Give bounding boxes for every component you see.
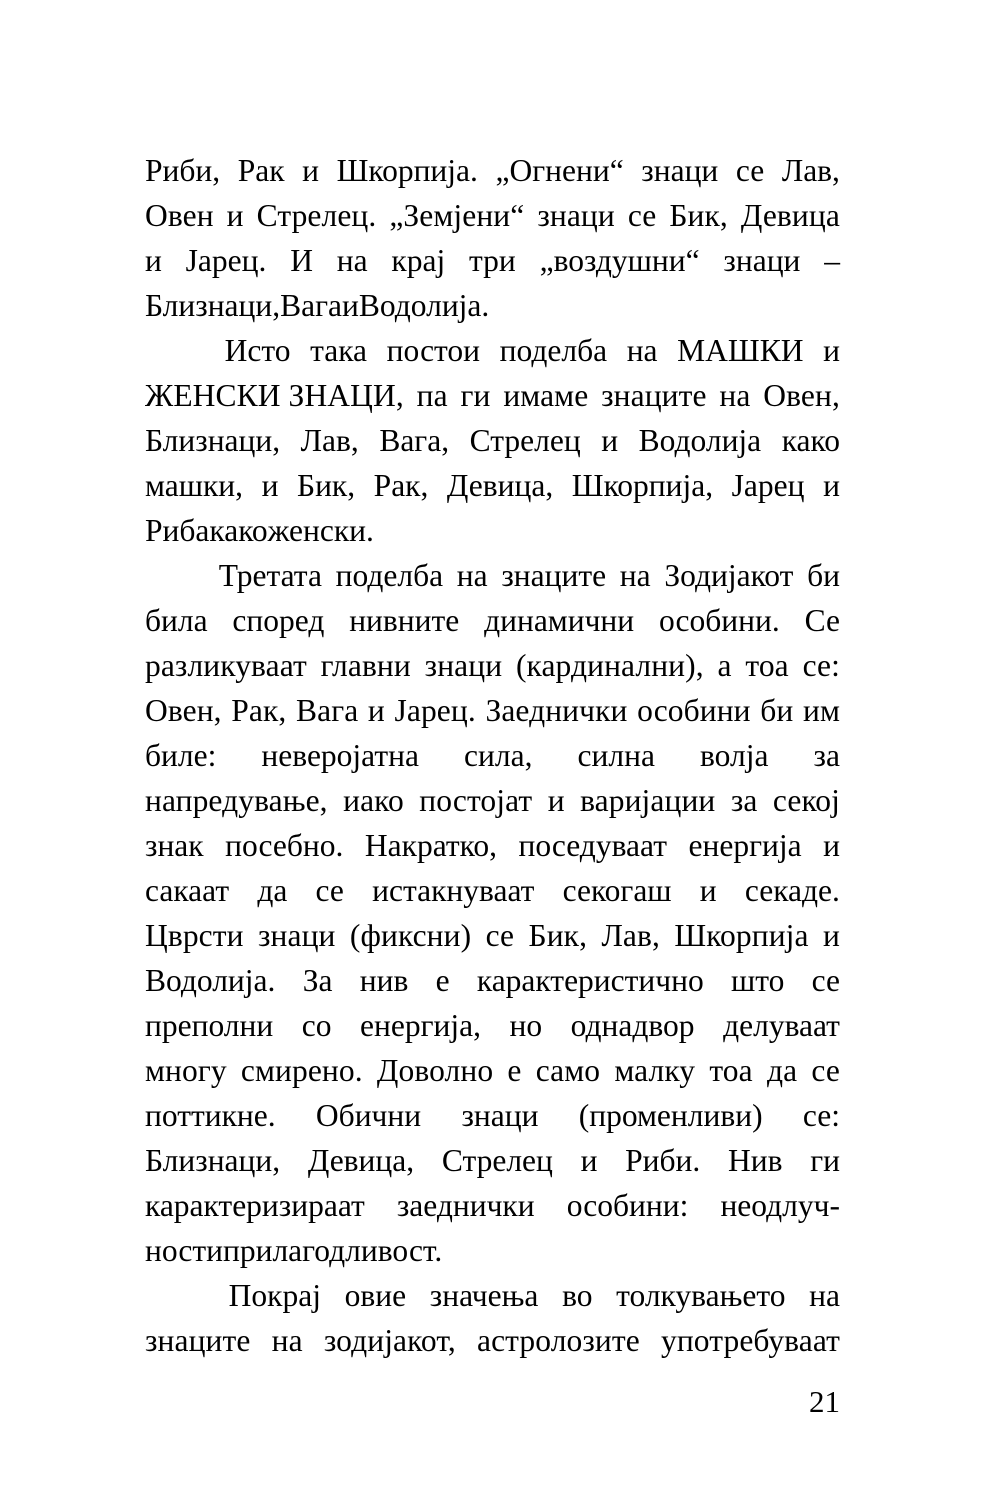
- word: „Огнени“: [495, 153, 624, 188]
- word: во: [562, 1278, 593, 1313]
- word: Вага,: [379, 423, 450, 458]
- word: посебно.: [225, 828, 344, 863]
- text-line: [145, 643, 840, 688]
- word: на: [456, 558, 488, 593]
- word: малку: [614, 1053, 696, 1088]
- word: смирено.: [240, 1053, 363, 1088]
- word: Водолија: [638, 423, 762, 458]
- word: За: [302, 963, 333, 998]
- word: Рак: [237, 153, 285, 188]
- word: на: [619, 558, 651, 593]
- word: Девица,: [446, 468, 554, 503]
- word: зодијакот,: [323, 1323, 456, 1358]
- word: би: [760, 693, 794, 728]
- word: толкувањето: [616, 1278, 786, 1313]
- word: поттикне.: [145, 1098, 276, 1133]
- word: за: [730, 783, 758, 818]
- word: Близнаци,: [145, 288, 281, 323]
- text-line: [145, 463, 840, 508]
- word: на: [626, 333, 658, 368]
- body-text-column: [145, 148, 840, 1363]
- word: Водолија.: [358, 288, 490, 323]
- word: и: [302, 153, 319, 188]
- word: Исто: [224, 333, 291, 368]
- word: Покрај: [228, 1278, 321, 1313]
- word: Риба: [145, 513, 210, 548]
- text-line: [145, 823, 840, 868]
- word: била: [145, 603, 208, 638]
- text-line: [145, 868, 840, 913]
- word: Рак,: [373, 468, 429, 503]
- word: силна: [577, 738, 655, 773]
- word: Стрелец: [441, 1143, 553, 1178]
- word: Овен,: [145, 693, 222, 728]
- word: и: [367, 693, 385, 728]
- word: е: [507, 1053, 522, 1088]
- word: знаците: [501, 558, 607, 593]
- word: неодлуч-: [720, 1188, 840, 1223]
- word: Третата: [218, 558, 322, 593]
- text-line: [145, 418, 840, 463]
- word: Овен: [145, 198, 214, 233]
- word: особини.: [658, 603, 780, 638]
- word: неверојатна: [261, 738, 419, 773]
- word: сакаат: [145, 873, 230, 908]
- word: но: [509, 1008, 543, 1043]
- paragraph: [145, 1273, 840, 1363]
- word: знаци: [641, 153, 719, 188]
- word: карактеристично: [476, 963, 704, 998]
- word: секој: [772, 783, 840, 818]
- word: се: [811, 963, 840, 998]
- word: и: [823, 468, 840, 503]
- word: прилагодливост.: [223, 1233, 443, 1268]
- text-line: [145, 238, 840, 283]
- word: и: [145, 243, 162, 278]
- word: Вага: [296, 693, 359, 728]
- word: да: [766, 1053, 798, 1088]
- word: тоа: [745, 648, 789, 683]
- word: и: [699, 873, 717, 908]
- word: Цврсти: [145, 918, 244, 953]
- word: многу: [145, 1053, 227, 1088]
- word: на: [336, 243, 368, 278]
- word: Накратко,: [364, 828, 497, 863]
- word: тоа: [709, 1053, 753, 1088]
- word: Водолија.: [145, 963, 276, 998]
- word: поседуваат: [518, 828, 667, 863]
- word: постои: [386, 333, 481, 368]
- word: Вага: [280, 288, 343, 323]
- word: Девица,: [307, 1143, 415, 1178]
- word: карактеризираат: [145, 1188, 365, 1223]
- text-line: [145, 553, 840, 598]
- text-line: [145, 958, 840, 1003]
- word: заеднички: [396, 1188, 535, 1223]
- word: (фиксни): [349, 918, 472, 953]
- word: Стрелец.: [256, 198, 377, 233]
- word: знаци: [257, 918, 336, 953]
- word: енергија: [688, 828, 802, 863]
- text-line: [145, 1003, 840, 1048]
- text-line: [145, 1138, 840, 1183]
- text-line: [145, 1228, 840, 1273]
- word: овие: [344, 1278, 407, 1313]
- word: биле:: [145, 738, 217, 773]
- paragraph: [145, 328, 840, 553]
- word: и: [823, 918, 840, 953]
- word: поделба: [499, 333, 608, 368]
- word: напредување,: [145, 783, 328, 818]
- word: се:: [802, 648, 840, 683]
- word: и: [226, 198, 244, 233]
- word: што: [731, 963, 785, 998]
- word: употребуваат: [660, 1323, 840, 1358]
- word: се: [811, 1053, 840, 1088]
- text-line: [145, 1093, 840, 1138]
- word: знаците: [145, 1323, 251, 1358]
- word: се: [485, 918, 515, 953]
- word: секаде.: [744, 873, 840, 908]
- word: според: [232, 603, 325, 638]
- word: и: [342, 288, 359, 323]
- word: Шкорпија,: [571, 468, 714, 503]
- word: Стрелец: [469, 423, 581, 458]
- word: варијации: [580, 783, 716, 818]
- word: Јарец: [731, 468, 805, 503]
- word: на: [719, 378, 751, 413]
- word: Обични: [315, 1098, 422, 1133]
- word: ЖЕНСКИ ЗНАЦИ,: [145, 378, 404, 413]
- text-line: [145, 1318, 840, 1363]
- text-line: [145, 733, 840, 778]
- word: Девица: [740, 198, 840, 233]
- word: се: [735, 153, 765, 188]
- word: знаците: [601, 378, 707, 413]
- page-number: 21: [809, 1384, 840, 1419]
- text-line: [145, 508, 840, 553]
- text-line: [145, 913, 840, 958]
- word: делуваат: [723, 1008, 840, 1043]
- paragraph: [145, 148, 840, 328]
- word: ги: [460, 378, 491, 413]
- text-line: [145, 1048, 840, 1093]
- word: „воздушни“: [539, 243, 700, 278]
- word: И: [290, 243, 313, 278]
- word: (променливи): [578, 1098, 763, 1133]
- word: (кардинални),: [515, 648, 704, 683]
- word: постојат: [419, 783, 533, 818]
- word: Бик,: [296, 468, 356, 503]
- word: и: [206, 1233, 223, 1268]
- word: Бик,: [528, 918, 588, 953]
- text-line: [145, 1273, 840, 1318]
- word: Овен,: [763, 378, 840, 413]
- word: Доволно: [376, 1053, 494, 1088]
- word: „Земјени“: [389, 198, 525, 233]
- word: особини:: [566, 1188, 689, 1223]
- word: сила,: [464, 738, 533, 773]
- text-line: [145, 283, 840, 328]
- word: и: [261, 468, 279, 503]
- word: се:: [802, 1098, 840, 1133]
- word: три: [469, 243, 516, 278]
- word: значења: [429, 1278, 539, 1313]
- text-line: [145, 598, 840, 643]
- word: волја: [700, 738, 769, 773]
- word: да: [257, 873, 288, 908]
- word: знаци: [461, 1098, 539, 1133]
- word: се: [627, 198, 657, 233]
- word: Лав,: [781, 153, 840, 188]
- word: енергија,: [360, 1008, 481, 1043]
- word: така: [310, 333, 368, 368]
- word: Рак,: [231, 693, 287, 728]
- word: преполни: [145, 1008, 274, 1043]
- word: Риби,: [145, 153, 221, 188]
- word: на: [271, 1323, 303, 1358]
- word: само: [535, 1053, 601, 1088]
- text-line: [145, 688, 840, 733]
- word: Лав,: [601, 918, 660, 953]
- word: крај: [391, 243, 446, 278]
- word: МАШКИ: [677, 333, 804, 368]
- word: како: [781, 423, 840, 458]
- word: секогаш: [562, 873, 672, 908]
- word: знаци: [537, 198, 615, 233]
- word: за: [813, 738, 840, 773]
- word: Шкорпија: [674, 918, 809, 953]
- word: и: [547, 783, 565, 818]
- word: знаци: [723, 243, 801, 278]
- word: Јарец.: [185, 243, 267, 278]
- word: нив: [359, 963, 409, 998]
- word: Се: [804, 603, 840, 638]
- word: би: [807, 558, 840, 593]
- word: Лав,: [300, 423, 359, 458]
- word: Зодијакот: [664, 558, 794, 593]
- text-line: [145, 328, 840, 373]
- text-line: [145, 193, 840, 238]
- word: Риби.: [625, 1143, 701, 1178]
- text-line: [145, 373, 840, 418]
- text-line: [145, 778, 840, 823]
- word: се: [315, 873, 344, 908]
- word: имаме: [503, 378, 589, 413]
- word: иако: [343, 783, 404, 818]
- word: Заеднички: [485, 693, 628, 728]
- word: Бик,: [669, 198, 728, 233]
- word: –: [824, 243, 840, 278]
- word: на: [809, 1278, 840, 1313]
- word: а: [717, 648, 732, 683]
- word: машки,: [145, 468, 243, 503]
- word: и: [823, 333, 840, 368]
- word: динамични: [484, 603, 635, 638]
- word: Шкорпија.: [336, 153, 478, 188]
- word: разликуваат: [145, 648, 307, 683]
- word: однадвор: [570, 1008, 695, 1043]
- word: истакнуваат: [372, 873, 535, 908]
- word: ност: [145, 1233, 207, 1268]
- word: е: [435, 963, 450, 998]
- paragraph: [145, 553, 840, 1273]
- text-line: [145, 148, 840, 193]
- word: Нив: [728, 1143, 783, 1178]
- word: знак: [145, 828, 204, 863]
- word: Јарец.: [394, 693, 476, 728]
- word: нивните: [349, 603, 460, 638]
- word: женски.: [267, 513, 374, 548]
- word: им: [802, 693, 840, 728]
- word: и: [823, 828, 840, 863]
- word: знаци: [424, 648, 503, 683]
- word: па: [416, 378, 448, 413]
- word: и: [580, 1143, 598, 1178]
- word: Близнаци,: [145, 1143, 281, 1178]
- word: како: [209, 513, 268, 548]
- word: и: [601, 423, 619, 458]
- word: Близнаци,: [145, 423, 281, 458]
- word: со: [301, 1008, 332, 1043]
- word: особини: [637, 693, 751, 728]
- word: главни: [320, 648, 411, 683]
- word: астролозите: [477, 1323, 640, 1358]
- text-line: [145, 1183, 840, 1228]
- word: ги: [810, 1143, 840, 1178]
- word: поделба: [335, 558, 444, 593]
